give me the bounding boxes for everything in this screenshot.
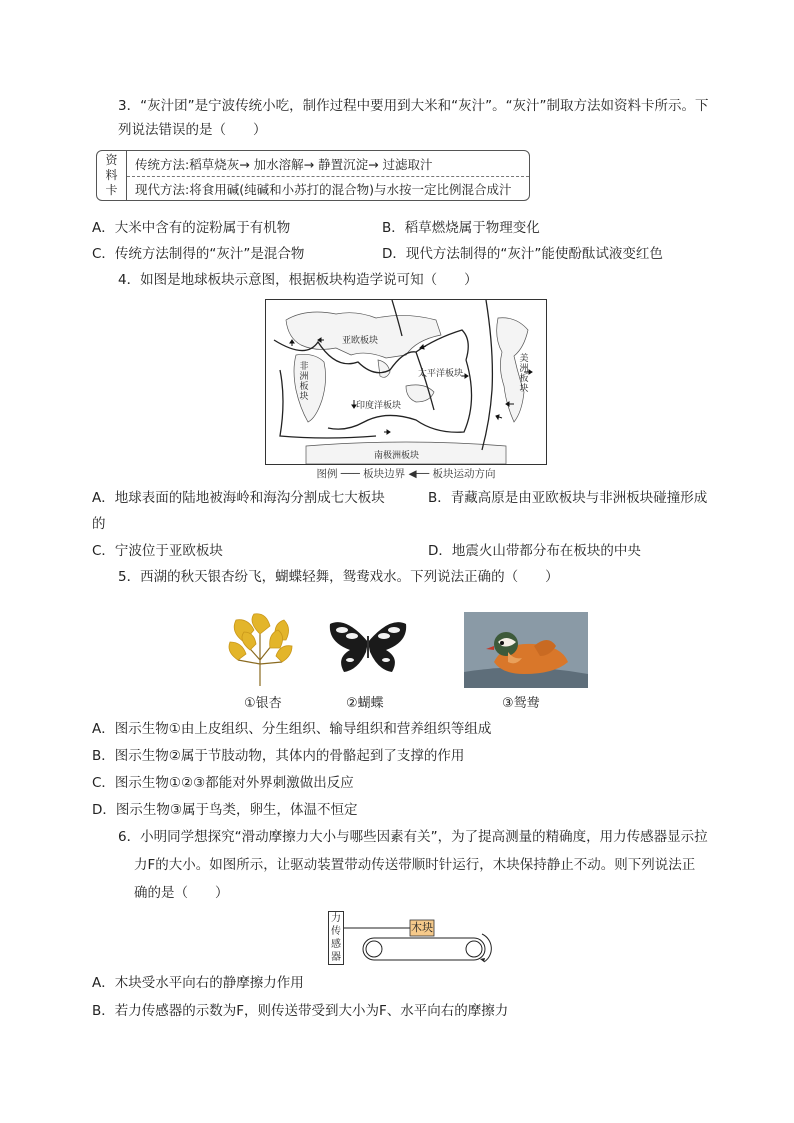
card-modern-method: 现代方法:将食用碱(纯碱和小苏打的混合物)与水按一定比例混合成汁 — [135, 182, 512, 197]
q4-option-d[interactable]: D．地震火山带都分布在板块的中央 — [428, 543, 641, 559]
q5-option-c[interactable]: C．图示生物①②③都能对外界刺激做出反应 — [92, 775, 354, 791]
q6-stem-line2: 力F的大小。如图所示，让驱动装置带动传送带顺时针运行，木块保持静止不动。则下列说法正 — [134, 857, 696, 873]
q3-option-a[interactable]: A．大米中含有的淀粉属于有机物 — [92, 220, 291, 236]
card-divider — [127, 176, 529, 177]
card-traditional-method: 传统方法:稻草烧灰→ 加水溶解→ 静置沉淀→ 过滤取汁 — [135, 157, 433, 172]
q3-stem-line1: 3．“灰汁团”是宁波传统小吃，制作过程中要用到大米和“灰汁”。“灰汁”制取方法如资料卡所示。下 — [118, 98, 709, 114]
q3-option-c[interactable]: C．传统方法制得的“灰汁”是混合物 — [92, 246, 305, 262]
sensor-char: 感 — [331, 939, 341, 950]
q4-option-a[interactable]: A．地球表面的陆地被海岭和海沟分割成七大板块 — [92, 490, 385, 506]
map-legend: 图例 ─── 板块边界 ◀── 板块运动方向 — [316, 468, 496, 480]
map-char: 非 — [299, 362, 309, 372]
q4-option-b-continued: 的 — [92, 516, 106, 532]
data-card-label — [97, 151, 127, 200]
roller-left — [366, 941, 382, 957]
motion-arrow — [290, 340, 294, 346]
india-shape — [378, 360, 390, 377]
q6-stem-line3: 确的是（ ） — [134, 885, 229, 901]
butterfly-drawing — [326, 612, 410, 688]
mandarin-duck-image — [464, 612, 588, 688]
label-pacific-plate: 太平洋板块 — [418, 369, 464, 379]
caption-duck: ③鸳鸯 — [502, 696, 540, 711]
q4-option-b[interactable]: B．青藏高原是由亚欧板块与非洲板块碰撞形成 — [428, 490, 708, 506]
plate-map — [265, 299, 547, 465]
label-american-plate — [519, 354, 529, 394]
map-char: 美 — [519, 354, 529, 364]
label-antarctic-plate: 南极洲板块 — [374, 451, 420, 461]
q4-stem: 4．如图是地球板块示意图，根据板块构造学说可知（ ） — [118, 272, 478, 288]
map-char: 洲 — [519, 364, 529, 374]
clockwise-arrow — [482, 934, 491, 962]
sensor-char: 力 — [331, 913, 341, 924]
ginkgo-drawing — [226, 612, 294, 688]
label-eurasian-plate: 亚欧板块 — [342, 336, 379, 346]
label-african-plate — [299, 362, 309, 402]
caption-ginkgo: ①银杏 — [244, 696, 282, 711]
label-indian-plate: 印度洋板块 — [356, 401, 402, 411]
sensor-char: 器 — [331, 952, 341, 963]
map-char: 板 — [519, 374, 529, 384]
map-char: 块 — [299, 392, 309, 402]
force-sensor — [328, 911, 344, 965]
map-char: 块 — [519, 384, 529, 394]
caption-butterfly: ②蝴蝶 — [346, 696, 384, 711]
q5-option-d[interactable]: D．图示生物③属于鸟类，卵生，体温不恒定 — [92, 802, 358, 818]
q3-option-d[interactable]: D．现代方法制得的“灰汁”能使酚酞试液变红色 — [382, 246, 663, 262]
card-label-char: 卡 — [105, 183, 118, 197]
plate-boundary — [482, 300, 492, 450]
block-label: 木块 — [411, 921, 433, 934]
q5-option-a[interactable]: A．图示生物①由上皮组织、分生组织、输导组织和营养组织等组成 — [92, 721, 492, 737]
data-card — [96, 150, 530, 201]
roller-right — [466, 941, 482, 957]
duck-drawing — [464, 612, 588, 688]
q6-stem-line1: 6．小明同学想探究“滑动摩擦力大小与哪些因素有关”，为了提高测量的精确度，用力传感器显示拉 — [118, 829, 708, 845]
q6-option-a[interactable]: A．木块受水平向右的静摩擦力作用 — [92, 975, 304, 991]
motion-arrow — [496, 415, 502, 419]
q5-stem: 5．西湖的秋天银杏纷飞，蝴蝶轻舞，鸳鸯戏水。下列说法正确的（ ） — [118, 569, 559, 585]
q5-option-b[interactable]: B．图示生物②属于节肢动物，其体内的骨骼起到了支撑的作用 — [92, 748, 465, 764]
sensor-char: 传 — [331, 926, 341, 937]
card-label-char: 料 — [105, 168, 118, 182]
butterfly-image — [326, 612, 410, 688]
conveyor-belt — [363, 938, 485, 960]
q3-stem-line2: 列说法错误的是（ ） — [118, 122, 267, 138]
motion-arrow — [384, 430, 390, 434]
q6-option-b[interactable]: B．若力传感器的示数为F，则传送带受到大小为F、水平向右的摩擦力 — [92, 1003, 509, 1019]
q3-option-b[interactable]: B．稻草燃烧属于物理变化 — [382, 220, 540, 236]
card-label-char: 资 — [105, 153, 118, 167]
q4-option-c[interactable]: C．宁波位于亚欧板块 — [92, 543, 223, 559]
ginkgo-image — [226, 612, 294, 688]
map-char: 洲 — [299, 372, 309, 382]
map-char: 板 — [299, 382, 309, 392]
